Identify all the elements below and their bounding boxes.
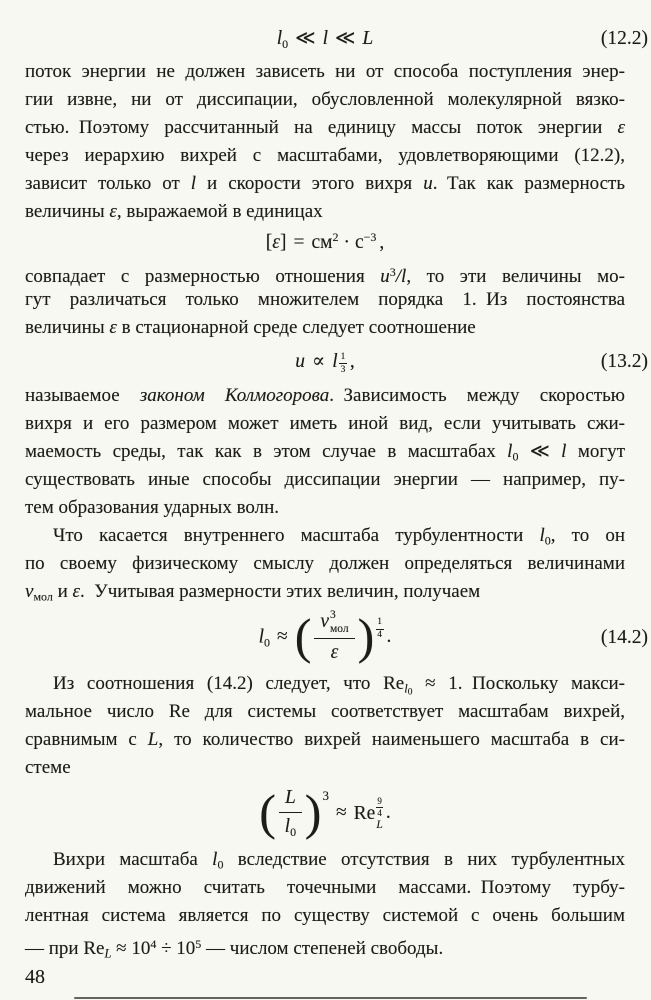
text-line: тем образования ударных волн. (25, 497, 280, 518)
text-segment: 3 (389, 265, 396, 279)
text-segment: ν (25, 581, 34, 602)
text-line: — при ReL ≈ $10^4 \div 10^5$ — числом степеней свободы. (25, 937, 444, 961)
text-segment: ε (109, 201, 117, 222)
math-var-L: L (362, 28, 374, 49)
equation-13-2-body (295, 349, 355, 376)
text-segment: l (404, 681, 408, 696)
unit-s: с (354, 232, 364, 253)
text-line: гии извне, ни от диссипации, обусловленной молекулярной вязко- (25, 89, 625, 110)
scan-edge-artifact (74, 997, 587, 1000)
fraction-vmol-epsilon (314, 610, 354, 664)
equation-vortex-count (25, 784, 625, 844)
text-segment: l (561, 441, 567, 462)
equation-epsilon-units (25, 227, 625, 257)
text-line: лентная система является по существу системой с очень большим (25, 905, 625, 926)
text-line: существовать иные способы диссипации энергии — например, пу- (25, 469, 625, 490)
text-segment: l (212, 849, 218, 870)
text-segment: 0 (217, 857, 224, 872)
equation-12-2-body (277, 26, 374, 52)
text-segment: u (380, 266, 390, 287)
math-var-l0: l (276, 28, 283, 49)
equation-14-2-body (258, 608, 392, 665)
exponent-fraction-1-3: $\frac{1}{3}$ (340, 351, 346, 375)
text-segment: L (147, 729, 159, 750)
exponent-fraction-1-4: $\frac{1}{4}$ (377, 617, 383, 641)
text-segment: ε (109, 317, 117, 338)
equation-number: (13.2) (600, 351, 648, 372)
text-line: движений можно считать точечными массами. Поэтому турбу- (25, 877, 625, 898)
text-segment: 0 (544, 533, 551, 548)
math-sub-0: 0 (282, 37, 289, 51)
equation-number: (12.2) (600, 28, 648, 49)
period: . (386, 626, 392, 648)
unit-cm: см (311, 232, 333, 253)
math-var-L: L (284, 786, 296, 808)
much-less-sign: ≪ (295, 28, 316, 49)
proportional-sign: ∝ (312, 350, 326, 372)
text-line: сравнимым с L, то количество вихрей наименьшего масштаба в си- (25, 729, 625, 750)
content-column (25, 24, 648, 989)
text-line: по своему физическому смыслу должен определяться величинами (25, 553, 625, 574)
text-line: стеме (25, 757, 71, 778)
text-line: через иерархию вихрей с масштабами, удовлетворяющими (12.2), (25, 145, 625, 166)
paragraph-4 (25, 522, 625, 606)
exponent-minus-3: −3 (363, 230, 377, 244)
text-segment: законом Колмогорова (139, 385, 330, 406)
text-line: Вихри масштаба l0 вследствие отсутствия в них турбулентных (53, 849, 625, 872)
supsub-3-mol: 3 мол (330, 609, 349, 635)
math-sub-0: 0 (290, 824, 297, 839)
math-var-epsilon: ε (272, 232, 280, 253)
paragraph-1 (25, 58, 625, 226)
right-bracket: ] (279, 232, 287, 253)
big-left-paren: ( (259, 784, 276, 840)
text-segment: l (507, 441, 513, 462)
equals-sign: = (293, 232, 305, 253)
text-segment: /l (395, 266, 407, 287)
reynolds-symbol: Re (353, 802, 376, 824)
exponent-3: 3 (322, 788, 329, 804)
text-segment: l (190, 173, 197, 194)
math-var-epsilon: ε (330, 642, 339, 663)
text-line: маемость среды, так как в этом случае в масштабах l0 ≪ l могут (25, 441, 625, 464)
text-segment: ε (617, 117, 625, 138)
big-right-paren: ) (357, 608, 375, 664)
paragraph-5 (25, 670, 625, 782)
text-segment: 5 (195, 937, 202, 951)
period: . (385, 802, 391, 824)
supsub-9-4-L (376, 797, 383, 832)
fraction-L-l0 (279, 787, 302, 840)
paragraph-2 (25, 258, 625, 342)
approx-sign: ≈ (277, 626, 288, 648)
text-line: зависит только от l и скорости этого вихря u. Так как размерность (25, 173, 626, 194)
text-segment: l (539, 525, 545, 546)
paragraph-6 (25, 846, 625, 961)
text-segment: L (104, 946, 112, 961)
math-var-l: l (322, 28, 328, 49)
math-var-l0: l (284, 815, 291, 837)
text-line: Что касается внутреннего масштаба турбулентности l0, то он (53, 525, 625, 548)
text-line: величины ε, выражаемой в единицах (25, 201, 323, 222)
text-line: νмол и ε. Учитывая размерности этих величин, получаем (25, 581, 481, 604)
paragraph-3 (25, 382, 625, 522)
math-var-u: u (295, 350, 305, 372)
equation-14-2 (25, 608, 648, 668)
text-segment: мол (33, 589, 53, 604)
left-bracket: [ (265, 232, 273, 253)
exponent-fraction-9-4: 9 4 (377, 795, 382, 818)
text-line: совпадает с размерностью отношения $u^3/l$, то эти величины мо- (25, 265, 625, 287)
math-sub-L: L (376, 818, 383, 831)
text-line: поток энергии не должен зависеть ни от способа поступления энер- (25, 61, 625, 82)
math-var-l0: l (258, 626, 264, 648)
text-line: называемое законом Колмогорова. Зависимость между скоростью (25, 385, 625, 406)
much-less-sign: ≪ (334, 28, 356, 49)
equation-number: (14.2) (600, 627, 648, 648)
text-line: вихря и его размером может иметь иной вид, если учитывать сжи- (25, 413, 625, 434)
big-right-paren: ) (304, 784, 322, 840)
text-segment: u (423, 173, 433, 194)
text-line: Из соотношения (14.2) следует, что Rel$_0$ ≈ 1. Поскольку макси- (53, 673, 625, 698)
approx-sign: ≈ (335, 802, 347, 824)
equation-13-2 (25, 347, 648, 377)
equation-epsilon-units-body (266, 230, 385, 254)
text-line: гут различаться только множителем порядка 1. Из постоянства (25, 289, 625, 310)
math-var-l: l (332, 350, 338, 372)
text-segment: 0 (512, 449, 519, 464)
math-var-v: v (320, 610, 330, 632)
text-line: величины ε в стационарной среде следует соотношение (25, 317, 476, 338)
page-number: 48 (25, 966, 45, 988)
text-line: стью. Поэтому рассчитанный на единицу массы поток энергии ε (25, 117, 625, 138)
text-segment: 0 (407, 687, 413, 698)
math-sub-0: 0 (264, 635, 270, 650)
text-segment: 4 (150, 937, 157, 951)
equation-vortex-count-body (259, 784, 391, 841)
text-line: мальное число Re для системы соответствует масштабам вихрей, (25, 701, 625, 722)
equation-12-2 (25, 24, 648, 54)
multiplication-dot: · (343, 232, 350, 253)
text-segment: ε (72, 581, 81, 602)
comma: , (379, 232, 385, 253)
comma: , (349, 350, 355, 372)
big-left-paren: ( (294, 608, 312, 664)
exponent-2: 2 (332, 230, 339, 244)
